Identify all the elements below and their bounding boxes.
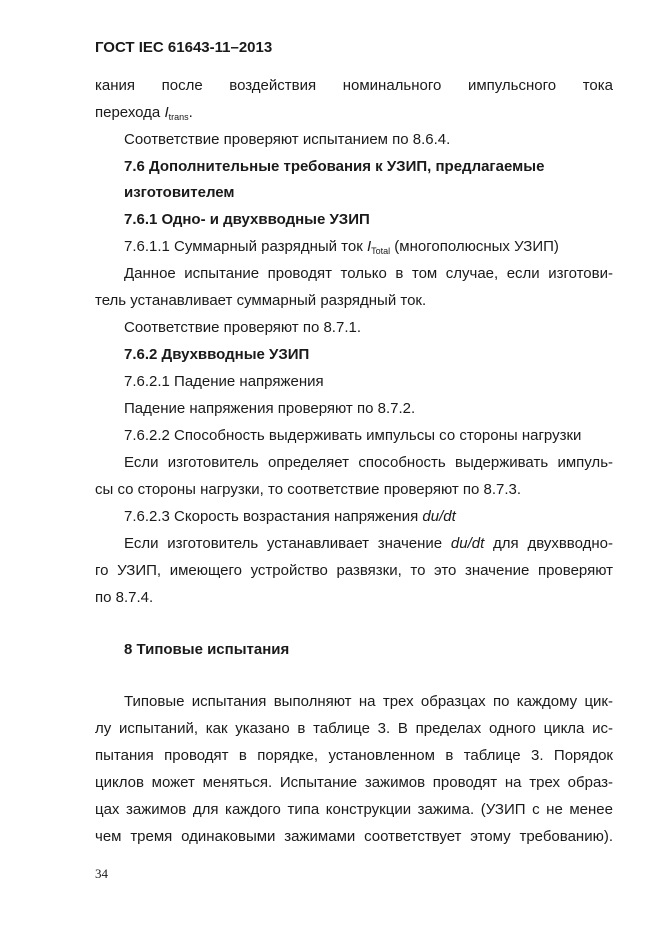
section-heading: 8 Типовые испытания — [124, 641, 290, 658]
section-heading: изготовителем — [124, 184, 235, 201]
paragraph-line: лу испытаний, как указано в таблице 3. В пределах одного цикла ис- — [95, 720, 613, 737]
paragraph-line: Падение напряжения проверяют по 8.7.2. — [124, 400, 416, 417]
paragraph-line: тель устанавливает суммарный разрядный ток. — [95, 292, 427, 309]
variable: du/dt — [450, 535, 485, 552]
paragraph-line — [95, 76, 613, 96]
word: воздействия — [229, 77, 317, 94]
word: номинального — [342, 77, 442, 94]
clause-title — [124, 237, 559, 257]
clause-title — [124, 507, 456, 527]
document-header: ГОСТ IEC 61643-11–2013 — [95, 39, 273, 56]
text-span: 7.6.1.1 Суммарный разрядный ток — [124, 238, 367, 255]
page-number: 34 — [95, 866, 108, 881]
paragraph-line: цах зажимов для каждого типа конструкции зажима. (УЗИП с не менее — [95, 801, 613, 818]
paragraph-line: Соответствие проверяют испытанием по 8.6.4. — [124, 131, 451, 148]
paragraph-line: сы со стороны нагрузки, то соответствие проверяют по 8.7.3. — [95, 481, 522, 498]
word: импульсного — [467, 77, 557, 94]
text-span: . — [188, 104, 193, 121]
word: тока — [582, 77, 613, 94]
paragraph-line: го УЗИП, имеющего устройство развязки, то это значение проверяют — [95, 562, 613, 579]
section-heading: 7.6 Дополнительные требования к УЗИП, предлагаемые — [124, 158, 545, 175]
variable: du/dt — [422, 508, 456, 525]
text-span: (многополюсных УЗИП) — [390, 238, 559, 255]
clause-title: 7.6.2.1 Падение напряжения — [124, 373, 324, 390]
clause-title: 7.6.2.2 Способность выдерживать импульсы со стороны нагрузки — [124, 427, 582, 444]
subsection-heading: 7.6.1 Одно- и двухвводные УЗИП — [124, 211, 370, 228]
text-span: для двухвводно- — [484, 535, 613, 552]
paragraph-line: Если изготовитель определяет способность выдерживать импуль- — [124, 454, 613, 471]
paragraph-line: Соответствие проверяют по 8.7.1. — [124, 319, 361, 336]
text-span: 7.6.2.3 Скорость возрастания напряжения — [124, 508, 423, 525]
text-span: Если изготовитель устанавливает значение — [124, 535, 451, 552]
word: после — [161, 77, 203, 94]
subsection-heading: 7.6.2 Двухвводные УЗИП — [124, 346, 310, 363]
paragraph-line: Типовые испытания выполняют на трех образцах по каждому цик- — [124, 693, 613, 710]
paragraph-line: по 8.7.4. — [95, 589, 154, 606]
text-span: перехода — [95, 104, 165, 121]
paragraph-line: пытания проводят в порядке, установленном в таблице 3. Порядок — [95, 747, 613, 764]
word: кания — [95, 77, 136, 94]
paragraph-line — [124, 534, 613, 554]
paragraph-line: чем тремя одинаковыми зажимами соответствует этому требованию). — [95, 828, 613, 845]
variable: I — [366, 238, 372, 255]
subscript: trans — [168, 112, 189, 122]
paragraph-line — [95, 103, 193, 123]
paragraph-line: Данное испытание проводят только в том случае, если изготови- — [124, 265, 613, 282]
paragraph-line: циклов может меняться. Испытание зажимов проводят на трех образ- — [95, 774, 613, 791]
variable: I — [164, 104, 169, 121]
subscript: Total — [371, 246, 391, 256]
